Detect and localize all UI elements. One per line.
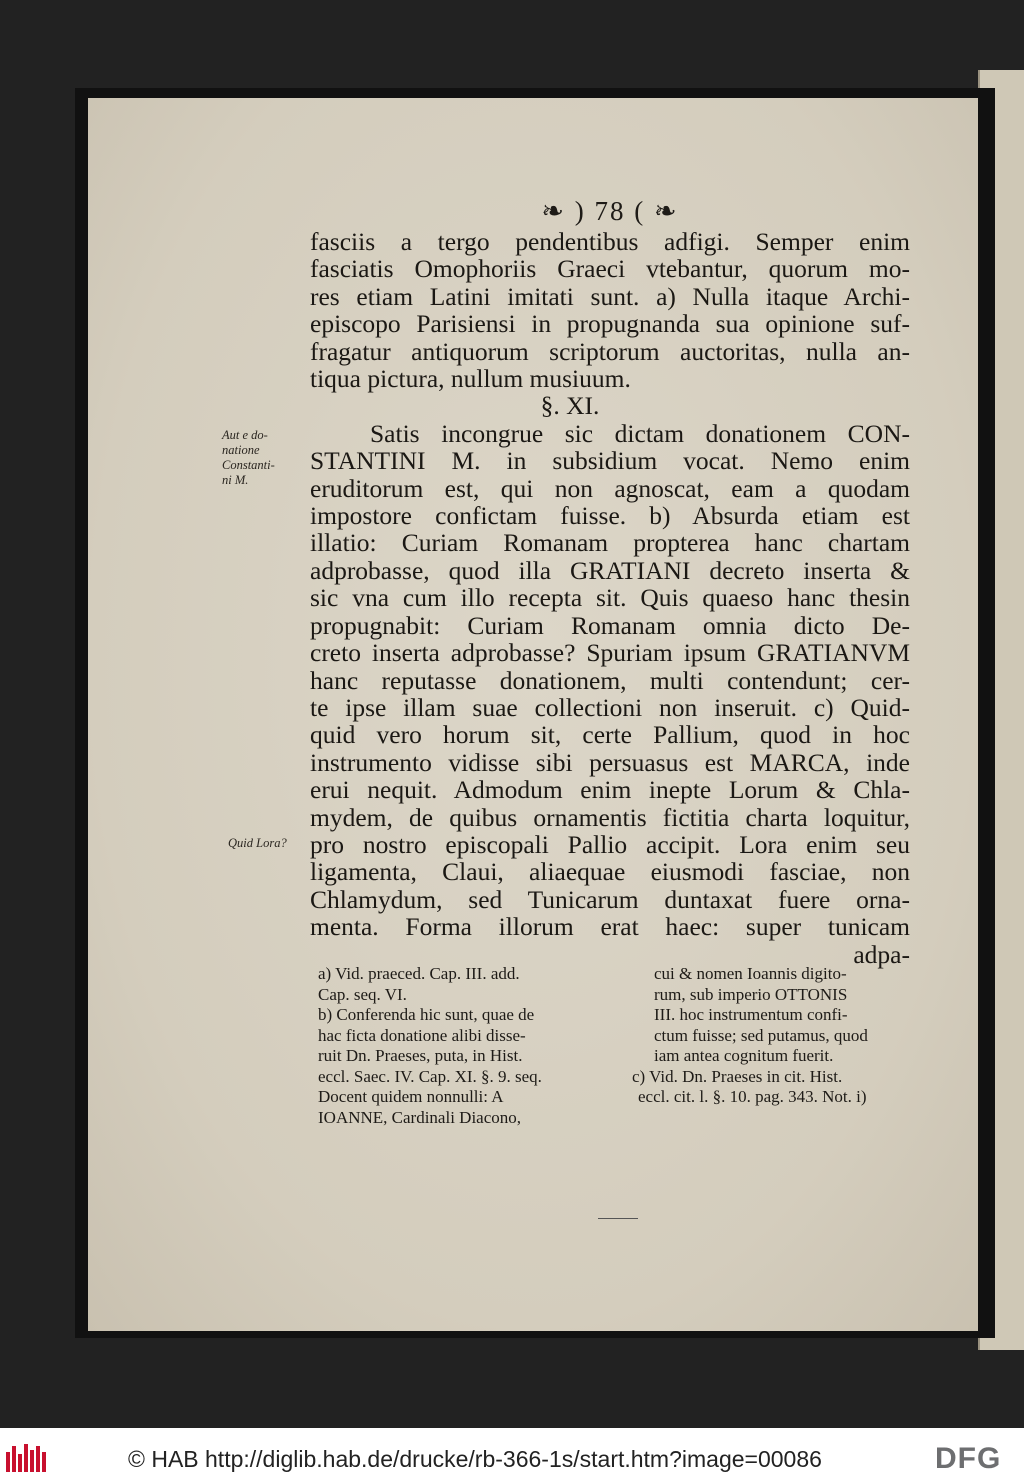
footnote-line: hac ficta donatione alibi disse- — [318, 1025, 526, 1045]
catchword: adpa- — [853, 939, 910, 969]
margin-note-lora — [228, 836, 287, 851]
footnote-line: ctum fuisse; sed putamus, quod — [654, 1025, 868, 1045]
text-line: impostore confictam fuisse. b) Absurda etiam est — [310, 501, 910, 531]
text-line: STANTINI M. in subsidium vocat. Nemo enim — [310, 446, 910, 476]
text-line: hanc reputasse donationem, multi contendunt; cer- — [310, 665, 910, 695]
text-line: ligamenta, Claui, aliaequae eiusmodi fasciae, non — [310, 857, 910, 887]
footnote-line: III. hoc instrumentum confi- — [654, 1005, 848, 1024]
text-line: te ipse illam suae collectioni non inseruit. c) Quid- — [310, 692, 910, 722]
section-heading: §. XI. — [540, 391, 600, 421]
footnote-line: Cap. seq. VI. — [318, 984, 407, 1004]
footnote-line: eccl. Saec. IV. Cap. XI. §. 9. seq. — [318, 1066, 542, 1086]
footnote-line: b) Conferenda hic sunt, quae de — [318, 1005, 535, 1024]
text-line: erui nequit. Admodum enim inepte Lorum & Chla- — [310, 775, 910, 805]
text-line: propugnabit: Curiam Romanam omnia dicto De- — [310, 610, 910, 640]
margin-note-donation — [222, 428, 275, 488]
text-line: Satis incongrue sic dictam donationem CON- — [370, 418, 910, 448]
text-line: creto inserta adprobasse? Spuriam ipsum GRATIANVM — [310, 638, 910, 668]
text-line: tiqua pictura, nullum musiuum. — [310, 364, 631, 394]
text-line: pro nostro episcopali Pallio accipit. Lora enim seu — [310, 829, 910, 859]
text-line: menta. Forma illorum erat haec: super tunicam — [310, 912, 910, 942]
text-line: res etiam Latini imitati sunt. a) Nulla itaque Archi- — [310, 281, 910, 311]
text-line: fasciatis Omophoriis Graeci vtebantur, quorum mo- — [310, 254, 910, 284]
footnote-line: iam antea cognitum fuerit. — [654, 1046, 834, 1065]
margin-note-line: Constanti- — [222, 458, 275, 472]
dfg-logo: DFG — [935, 1442, 1002, 1475]
footnote-line: rum, sub imperio OTTONIS — [654, 984, 848, 1004]
footnote-line: a) Vid. praeced. Cap. III. add. — [318, 964, 520, 983]
main-text — [310, 228, 910, 968]
footnote-line: eccl. cit. l. §. 10. pag. 343. Not. i) — [638, 1087, 867, 1106]
margin-note-line: Quid Lora? — [228, 836, 287, 850]
hab-logo-icon — [6, 1444, 46, 1472]
footnote-line: c) Vid. Dn. Praeses in cit. Hist. — [632, 1066, 843, 1086]
footer-url[interactable]: © HAB http://diglib.hab.de/drucke/rb-366-1s/start.htm?image=00086 — [128, 1446, 822, 1472]
footnotes-right — [632, 964, 932, 1108]
footnote-line: IOANNE, Cardinali Diacono, — [318, 1107, 522, 1127]
page-header: ❧ ) 78 ( ❧ — [541, 196, 679, 226]
text-line: instrumento vidisse sibi persuasus est MARCA, inde — [310, 747, 910, 777]
margin-note-line: Aut e do- — [222, 428, 268, 442]
margin-note-line: ni M. — [222, 473, 249, 487]
text-line: fragatur antiquorum scriptorum auctoritas, nulla an- — [310, 336, 910, 366]
text-line: sic vna cum illo recepta sit. Quis quaeso hanc thesin — [310, 583, 910, 613]
text-line: Chlamydum, sed Tunicarum duntaxat fuere orna- — [310, 884, 910, 914]
text-line: quid vero horum sit, certe Pallium, quod in hoc — [310, 720, 910, 750]
text-line: fasciis a tergo pendentibus adfigi. Semper enim — [310, 227, 910, 256]
footnote-line: ruit Dn. Praeses, puta, in Hist. — [318, 1046, 523, 1065]
footnote-line: Docent quidem nonnulli: A — [318, 1087, 504, 1106]
text-line: adprobasse, quod illa GRATIANI decreto inserta & — [310, 555, 910, 585]
text-line: eruditorum est, qui non agnoscat, eam a quodam — [310, 473, 910, 503]
text-line: episcopo Parisiensi in propugnanda sua opinione suf- — [310, 309, 910, 339]
text-line: illatio: Curiam Romanam propterea hanc chartam — [310, 528, 910, 558]
footnote-line: cui & nomen Ioannis digito- — [654, 964, 847, 983]
text-line: mydem, de quibus ornamentis fictitia charta loquitur, — [310, 802, 910, 832]
footnotes-left — [318, 964, 618, 1128]
margin-note-line: natione — [222, 443, 260, 457]
end-rule — [598, 1218, 638, 1219]
